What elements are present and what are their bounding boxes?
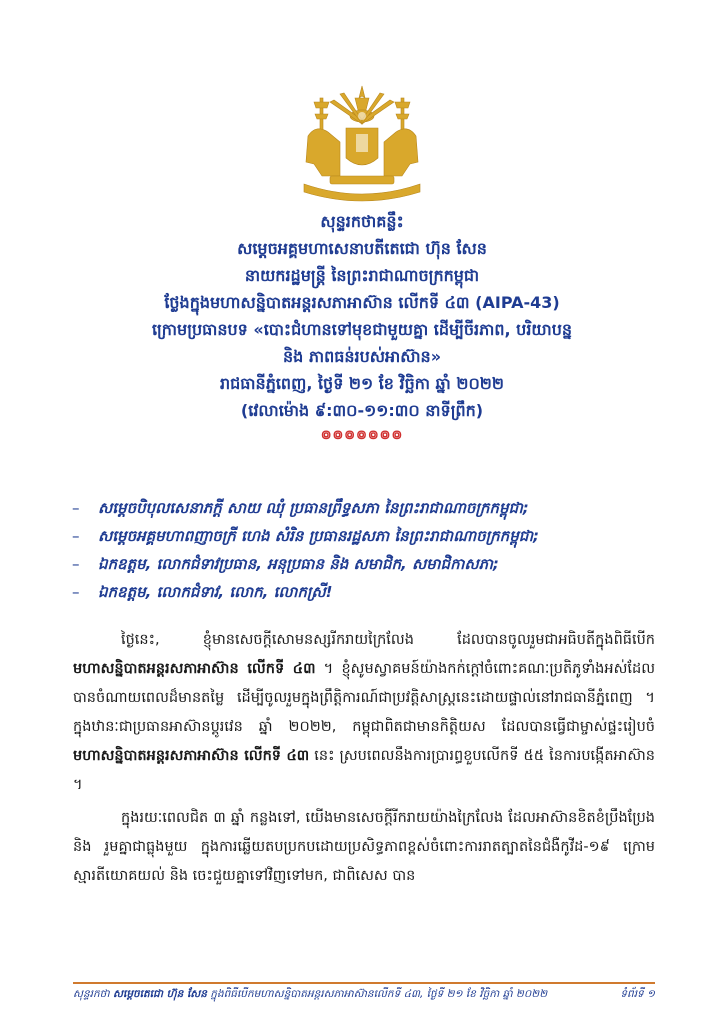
body-paragraph	[73, 626, 655, 800]
royal-coat-of-arms-icon	[300, 84, 424, 202]
speech-title-block	[40, 208, 684, 446]
list-dash: –	[72, 499, 80, 517]
title-line: និង ភាពធន់របស់អាស៊ាន»	[282, 347, 442, 366]
footer-event: ក្នុងពិធីបើកមហាសន្និបាតអន្តរសភាអាស៊ានលើកទី ៤៣, ថ្ងៃទី ២១ ខែ វិច្ឆិកា ឆ្នាំ ២០២២	[206, 988, 548, 1000]
salutation-list	[72, 494, 698, 606]
bold-event-name: មហាសន្និបាតអន្តរសភាអាស៊ាន លើកទី ៤៣	[73, 661, 316, 677]
footer-divider	[73, 982, 655, 984]
speech-body	[73, 626, 655, 891]
paragraph-text: នេះ ស្របពេលនឹងការប្រារព្ធខួបលើកទី ៥៥ នៃការបង្កើតអាស៊ាន ។	[73, 748, 655, 793]
page-number: ទំព័រទី ១	[620, 988, 655, 1000]
title-line: សុន្ទរកថាគន្លឹះ	[320, 212, 404, 231]
salutation-text: ឯកឧត្តម, លោកជំទាវប្រធាន, អនុប្រធាន និង សមាជិក, សមាជិកាសភា;	[98, 555, 499, 573]
body-paragraph	[73, 804, 655, 891]
list-dash: –	[72, 527, 80, 545]
title-line: ក្រោមប្រធានបទ «បោះជំហានទៅមុខជាមួយគ្នា ដើម្បីចីរភាព, បរិយាបន្ន	[151, 320, 573, 339]
date-line: រាជធានីភ្នំពេញ, ថ្ងៃទី ២១ ខែ វិច្ឆិកា ឆ្នាំ ២០២២	[219, 374, 505, 393]
title-line: ថ្លែងក្នុងមហាសន្និបាតអន្តរសភាអាស៊ាន លើកទី ៤៣ (AIPA-43)	[164, 293, 560, 312]
paragraph-text: ក្នុងរយៈពេលជិត ៣ ឆ្នាំ កន្លងទៅ, យើងមានសេចក្តីរីករាយយ៉ាងក្រៃលែង ដែលអាស៊ានខិតខំប្រឹងប្រែង និង រួមគ្នាជាធ្លុងមួយ ក្នុងការឆ្លើយតបប្រកបដោយប្រសិទ្ធភាពខ្ពស់ចំពោះការរាតត្បាតនៃជំងឺកូវីដ-១៩ ក្រោមស្មារតីយោគយល់ និង ចេះជួយគ្នាទៅវិញទៅមក, ជាពិសេស បាន	[73, 810, 655, 884]
page-footer	[73, 988, 655, 1003]
title-line: សម្ដេចអគ្គមហាសេនាបតីតេជោ ហ៊ុន សែន	[237, 239, 487, 258]
salutation-text: សម្តេចបិបុលសេនាភក្តី សាយ ឈុំ ប្រធានព្រឹទ្ធសភា នៃព្រះរាជាណាចក្រកម្ពុជា;	[98, 499, 529, 517]
footer-speaker: សម្តេចតេជោ ហ៊ុន សែន	[113, 988, 207, 1000]
salutation-item	[72, 578, 698, 606]
salutation-item	[72, 550, 698, 578]
salutation-item	[72, 522, 698, 550]
salutation-text: ឯកឧត្តម, លោកជំទាវ, លោក, លោកស្រី!	[98, 583, 333, 601]
time-line: (វេលាម៉ោង ៩:៣០-១១:៣០ នាទីព្រឹក)	[240, 401, 484, 420]
salutation-text: សម្តេចអគ្គមហាពញាចក្រី ហេង សំរិន ប្រធានរដ្ឋសភា នៃព្រះរាជាណាចក្រកម្ពុជា;	[98, 527, 539, 545]
salutation-item	[72, 494, 698, 522]
ornament-divider: ៙៙៙៙៙៙៙	[320, 428, 404, 443]
paragraph-text: ថ្ងៃនេះ, ខ្ញុំមានសេចក្តីសោមនស្សរីករាយក្រៃលែង ដែលបានចូលរួមជាអធិបតីក្នុងពិធីបើក	[121, 632, 655, 648]
title-line: នាយករដ្ឋមន្ត្រី នៃព្រះរាជាណាចក្រកម្ពុជា	[244, 266, 480, 285]
bold-event-name: មហាសន្និបាតអន្តរសភាអាស៊ាន លើកទី ៤៣	[73, 748, 310, 764]
paragraph-text: ។ ខ្ញុំសូមស្វាគមន៍យ៉ាងកក់ក្តៅចំពោះគណៈប្រតិភូទាំងអស់ដែលបានចំណាយពេលដ៏មានតម្លៃ ដើម្បីចូលរួមក្នុងព្រឹត្តិការណ៍ជាប្រវត្តិសាស្ត្រនេះដោយផ្ទាល់នៅរាជធានីភ្នំពេញ ។ ក្នុងឋានៈជាប្រធានអាស៊ានប្តូរវេន ឆ្នាំ ២០២២, កម្ពុជាពិតជាមានកិត្តិយស ដែលបានធ្វើជាម្ចាស់ផ្ទះរៀបចំ	[73, 661, 655, 735]
footer-prefix: សុន្ទរកថា	[73, 988, 113, 1000]
list-dash: –	[72, 583, 80, 601]
footer-caption	[73, 988, 547, 1003]
list-dash: –	[72, 555, 80, 573]
